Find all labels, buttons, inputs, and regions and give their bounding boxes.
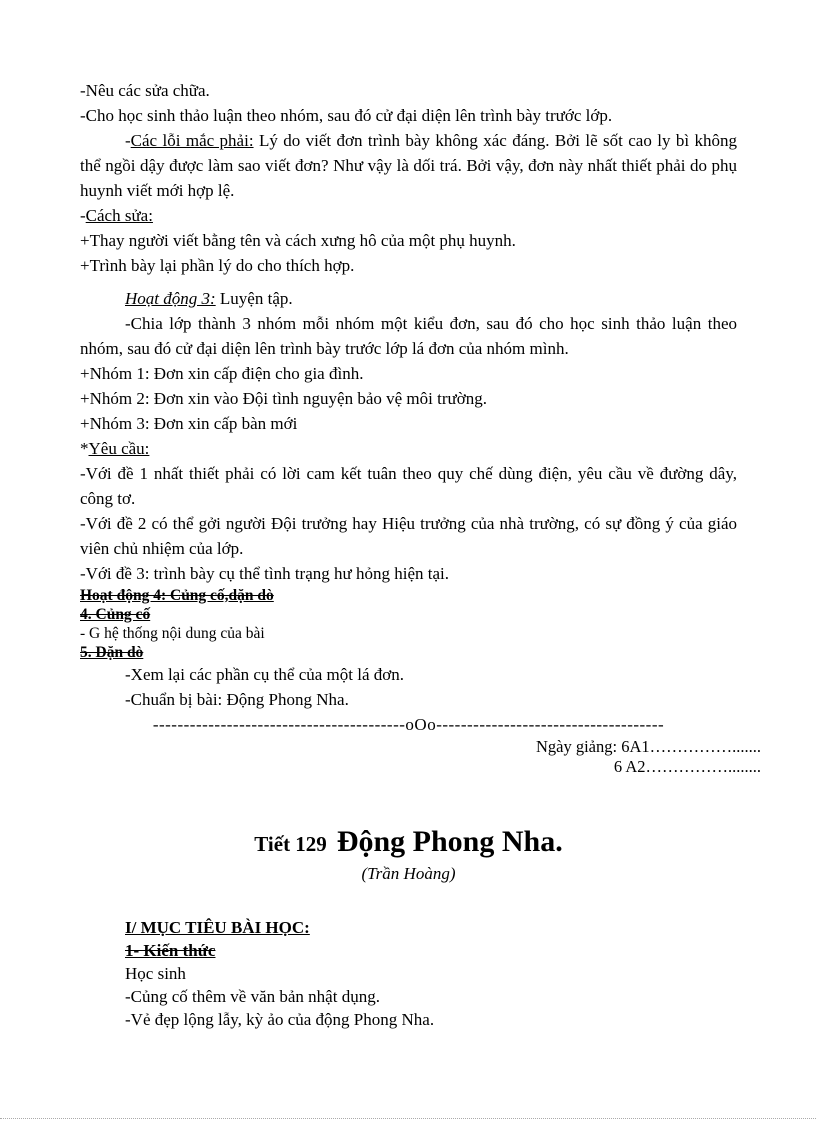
label-4-cung-co: 4. Củng cố bbox=[80, 606, 151, 623]
paragraph-cac-loi-mac-phai bbox=[80, 128, 737, 203]
paragraph-nhom-1: +Nhóm 1: Đơn xin cấp điện cho gia đình. bbox=[80, 364, 364, 383]
paragraph-cach-sua bbox=[80, 203, 737, 228]
label-cach-sua: Cách sửa: bbox=[85, 206, 153, 225]
paragraph-de-2: -Với đề 2 có thể gởi người Đội trưởng hay Hiệu trưởng của nhà trường, có sự đồng ý của giáo viên chủ nhiệm của lớp. bbox=[80, 514, 737, 558]
page-bottom-dotted-line bbox=[0, 1118, 816, 1119]
paragraph-nhom-2: +Nhóm 2: Đơn xin vào Đội tình nguyện bảo vệ môi trường. bbox=[80, 389, 487, 408]
paragraph-de-1: -Với đề 1 nhất thiết phải có lời cam kết tuân theo quy chế dùng điện, yêu cầu về đường dây, công tơ. bbox=[80, 464, 737, 508]
paragraph-he-thong-noi-dung: - G hệ thống nội dung của bài bbox=[80, 625, 265, 642]
paragraph-thay-nguoi-viet: +Thay người viết bằng tên và cách xưng hô của một phụ huynh. bbox=[80, 231, 516, 250]
paragraph-chia-lop: -Chia lớp thành 3 nhóm mỗi nhóm một kiểu đơn, sau đó cho học sinh thảo luận theo nhóm, sau đó cử đại diện lên trình bày trước lớp lá đơn của nhóm mình. bbox=[80, 314, 737, 358]
paragraph-goal-2: -Vẻ đẹp lộng lẫy, kỳ ảo của động Phong Nha. bbox=[125, 1010, 435, 1029]
ngay-giang-6a1: Ngày giảng: 6A1……………....... bbox=[535, 737, 761, 756]
paragraph-hoc-sinh: Học sinh bbox=[125, 964, 186, 983]
heading-kien-thuc bbox=[125, 939, 737, 962]
cung-co-dan-do-block bbox=[80, 586, 737, 662]
dash: - bbox=[125, 131, 131, 150]
lesson-title: Động Phong Nha. bbox=[336, 825, 563, 858]
paragraph-neu-sua-chua: -Nêu các sửa chữa. bbox=[80, 81, 210, 100]
paragraph-yeu-cau bbox=[80, 436, 737, 461]
heading-hoat-dong-4 bbox=[80, 586, 737, 605]
heading-muc-tieu bbox=[125, 916, 737, 939]
ngay-giang-6a2: 6 A2……………........ bbox=[613, 757, 761, 776]
lesson-author: (Trần Hoàng) bbox=[361, 864, 456, 883]
paragraph-thao-luan-nhom: -Cho học sinh thảo luận theo nhóm, sau đó cử đại diện lên trình bày trước lớp. bbox=[80, 106, 613, 125]
lesson-title-block bbox=[80, 825, 737, 859]
paragraph-xem-lai: -Xem lại các phần cụ thể của một lá đơn. bbox=[125, 665, 404, 684]
ngay-giang-block bbox=[80, 737, 761, 777]
label-hoat-dong-4: Hoạt động 4: Củng cố,dặn dò bbox=[80, 587, 274, 604]
text-cac-loi-body: Lý do viết đơn trình bày không xác đáng. Bởi lẽ sốt cao ly bì không thể ngồi dậy được làm sao viết đơn? Như vậy là dối trá. Bởi vậy, đơn này nhất thiết phải do phụ huynh viết mới hợp lệ. bbox=[80, 131, 737, 200]
paragraph-chuan-bi-bai: -Chuẩn bị bài: Động Phong Nha. bbox=[125, 690, 349, 709]
paragraph-hoat-dong-3 bbox=[80, 286, 737, 311]
dash: - bbox=[80, 206, 86, 225]
asterisk: * bbox=[80, 439, 89, 458]
label-muc-tieu: I/ MỤC TIÊU BÀI HỌC: bbox=[125, 918, 310, 937]
paragraph-de-3: -Với đề 3: trình bày cụ thể tình trạng hư hỏng hiện tại. bbox=[80, 564, 449, 583]
section-divider: -----------------------------------------oOo------------------------------------- bbox=[152, 715, 665, 734]
muc-tieu-section bbox=[125, 916, 737, 1031]
label-yeu-cau: Yêu cầu: bbox=[88, 439, 150, 458]
label-kien-thuc: 1- Kiến thức bbox=[125, 941, 216, 960]
heading-4-cung-co bbox=[80, 605, 737, 624]
paragraph-goal-1: -Củng cố thêm về văn bản nhật dụng. bbox=[125, 987, 380, 1006]
lesson-number: Tiết 129 bbox=[254, 832, 327, 856]
heading-5-dan-do bbox=[80, 643, 737, 662]
paragraph-trinh-bay-lai: +Trình bày lại phần lý do cho thích hợp. bbox=[80, 256, 355, 275]
label-hoat-dong-3: Hoạt động 3: bbox=[125, 289, 216, 308]
text-luyen-tap: Luyện tập. bbox=[215, 289, 293, 308]
label-5-dan-do: 5. Dặn dò bbox=[80, 644, 144, 661]
paragraph-nhom-3: +Nhóm 3: Đơn xin cấp bàn mới bbox=[80, 414, 298, 433]
label-cac-loi-mac-phai: Các lỗi mắc phải: bbox=[130, 131, 254, 150]
